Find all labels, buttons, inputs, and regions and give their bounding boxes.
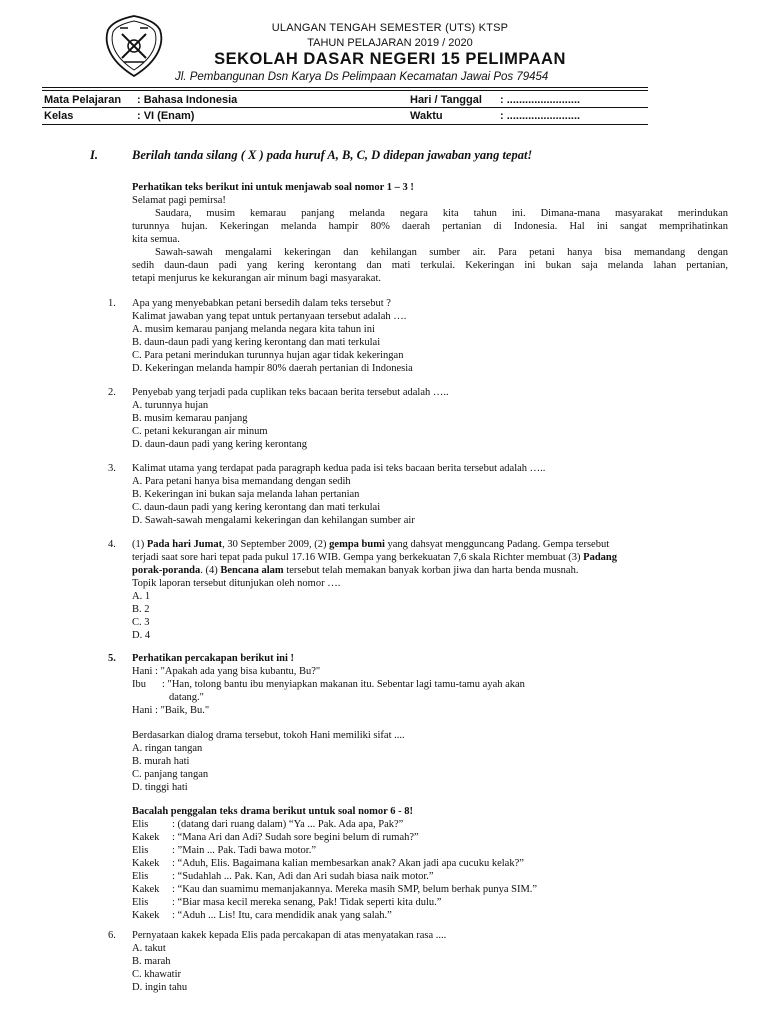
option-d[interactable]: D. Sawah-sawah mengalami kekeringan dan kehilangan sumber air — [132, 515, 415, 526]
question-text: (1) Pada hari Jumat, 30 September 2009, (2) gempa bumi yang dahsyat mengguncang Padang. Gempa tersebut — [132, 539, 610, 550]
time-label: Waktu — [410, 110, 443, 122]
question-number: 3. — [108, 463, 116, 474]
option-d[interactable]: D. ingin tahu — [132, 982, 188, 993]
option-b[interactable]: B. musim kemarau panjang — [132, 413, 248, 424]
day-value: : ........................ — [500, 94, 581, 106]
question-text: Berdasarkan dialog drama tersebut, tokoh Hani memiliki sifat .... — [132, 730, 405, 741]
drama-line: : “Kau dan suamimu memanjakannya. Mereka masih SMP, belum berhak punya SIM.” — [172, 884, 538, 895]
section-instruction: Berilah tanda silang ( X ) pada huruf A, B, C, D didepan jawaban yang tepat! — [132, 148, 533, 162]
option-d[interactable]: D. tinggi hati — [132, 782, 188, 793]
option-a[interactable]: A. turunnya hujan — [132, 400, 209, 411]
reading-intro: Perhatikan teks berikut ini untuk menjawab soal nomor 1 – 3 ! — [132, 182, 414, 193]
class-value: : VI (Enam) — [137, 110, 195, 122]
dialog-line: : "Han, tolong bantu ibu menyiapkan makanan itu. Sebentar lagi tamu-tamu ayah akan — [162, 679, 525, 690]
day-label: Hari / Tanggal — [410, 94, 482, 106]
option-b[interactable]: B. marah — [132, 956, 171, 967]
dialog-speaker: Ibu — [132, 679, 146, 690]
option-d[interactable]: D. 4 — [132, 630, 151, 641]
reading-line: sedih daun-daun padi yang kering kerontang dan mati terkulai. Kekeringan ini bukan saja melanda lahan pertanian, — [132, 260, 728, 271]
option-c[interactable]: C. panjang tangan — [132, 769, 209, 780]
meta-divider-bottom — [42, 124, 648, 125]
option-a[interactable]: A. Para petani hanya bisa memandang dengan sedih — [132, 476, 351, 487]
drama-speaker: Kakek — [132, 832, 160, 843]
subject-value: : Bahasa Indonesia — [137, 94, 238, 106]
drama-line: : “Aduh ... Lis! Itu, cara mendidik anak yang salah.” — [172, 910, 392, 921]
question-number: 5. — [108, 653, 116, 664]
dialog-line: Hani : "Apakah ada yang bisa kubantu, Bu?" — [132, 666, 321, 677]
option-c[interactable]: C. daun-daun padi yang kering kerontang dan mati terkulai — [132, 502, 381, 513]
option-a[interactable]: A. 1 — [132, 591, 151, 602]
question-text: Apa yang menyebabkan petani bersedih dalam teks tersebut ? — [132, 298, 391, 309]
drama-line: : “Aduh, Elis. Bagaimana kalian membesarkan anak? Akan jadi apa cucuku kelak?” — [172, 858, 524, 869]
option-b[interactable]: B. daun-daun padi yang kering kerontang dan mati terkulai — [132, 337, 381, 348]
time-value: : ........................ — [500, 110, 581, 122]
question-text: Kalimat utama yang terdapat pada paragraph kedua pada isi teks bacaan berita tersebut adalah ….. — [132, 463, 546, 474]
option-a[interactable]: A. takut — [132, 943, 166, 954]
question-text: Penyebab yang terjadi pada cuplikan teks bacaan berita tersebut adalah ….. — [132, 387, 449, 398]
question-intro: Perhatikan percakapan berikut ini ! — [132, 653, 294, 664]
drama-line: : (datang dari ruang dalam) “Ya ... Pak. Ada apa, Pak?” — [172, 819, 404, 830]
option-b[interactable]: B. murah hati — [132, 756, 190, 767]
question-text: Kalimat jawaban yang tepat untuk pertanyaan tersebut adalah …. — [132, 311, 407, 322]
class-label: Kelas — [44, 110, 74, 122]
exam-title: ULANGAN TENGAH SEMESTER (UTS) KTSP — [271, 22, 509, 34]
reading-line: Sawah-sawah mengalami kekeringan dan kehilangan sumber air. Para petani hanya bisa memandang dengan — [155, 247, 728, 258]
drama-line: : ”Main ... Pak. Tadi bawa motor.” — [172, 845, 317, 856]
option-d[interactable]: D. daun-daun padi yang kering kerontang — [132, 439, 307, 450]
dialog-line: datang." — [169, 692, 204, 703]
question-number: 4. — [108, 539, 116, 550]
header-divider — [42, 87, 648, 88]
reading-line: tetapi menjurus ke kekurangan air minum bagi masyarakat. — [132, 273, 382, 284]
drama-line: : “Biar masa kecil mereka senang, Pak! Tidak seperti kita dulu.” — [172, 897, 442, 908]
drama-speaker: Kakek — [132, 910, 160, 921]
section-number: I. — [90, 148, 98, 162]
question-number: 6. — [108, 930, 116, 941]
question-number: 2. — [108, 387, 116, 398]
dialog-line: Hani : "Baik, Bu." — [132, 705, 210, 716]
drama-line: : “Mana Ari dan Adi? Sudah sore begini belum di rumah?” — [172, 832, 419, 843]
reading-line: Saudara, musim kemarau panjang melanda negara kita tahun ini. Dimana-mana masyarakat merindukan — [155, 208, 728, 219]
reading-line: kita semua. — [132, 234, 180, 245]
option-c[interactable]: C. Para petani merindukan turunnya hujan agar tidak kekeringan — [132, 350, 404, 361]
header-divider-thin — [42, 90, 648, 91]
drama-speaker: Kakek — [132, 858, 160, 869]
drama-intro: Bacalah penggalan teks drama berikut untuk soal nomor 6 - 8! — [132, 806, 414, 817]
school-name: SEKOLAH DASAR NEGERI 15 PELIMPAAN — [214, 50, 566, 68]
option-b[interactable]: B. 2 — [132, 604, 150, 615]
drama-speaker: Elis — [132, 845, 149, 856]
question-text: porak-poranda. (4) Bencana alam tersebut telah memakan banyak korban jiwa dan harta benda musnah. — [132, 565, 579, 576]
subject-label: Mata Pelajaran — [44, 94, 122, 106]
option-d[interactable]: D. Kekeringan melanda hampir 80% daerah pertanian di Indonesia — [132, 363, 413, 374]
drama-line: : “Sudahlah ... Pak. Kan, Adi dan Ari sudah biasa naik motor.” — [172, 871, 434, 882]
drama-speaker: Elis — [132, 819, 149, 830]
reading-greeting: Selamat pagi pemirsa! — [132, 195, 226, 206]
question-text: Topik laporan tersebut ditunjukan oleh nomor …. — [132, 578, 341, 589]
reading-line: turunnya hujan. Kekeringan melanda hampir 80% daerah pertanian di Indonesia. Hal ini sangat memprihatinkan — [132, 221, 728, 232]
option-c[interactable]: C. 3 — [132, 617, 150, 628]
option-b[interactable]: B. Kekeringan ini bukan saja melanda lahan pertanian — [132, 489, 360, 500]
school-year: TAHUN PELAJARAN 2019 / 2020 — [307, 37, 473, 49]
option-a[interactable]: A. musim kemarau panjang melanda negara kita tahun ini — [132, 324, 375, 335]
drama-speaker: Elis — [132, 871, 149, 882]
meta-divider — [42, 107, 648, 108]
drama-speaker: Elis — [132, 897, 149, 908]
option-a[interactable]: A. ringan tangan — [132, 743, 203, 754]
option-c[interactable]: C. petani kekurangan air minum — [132, 426, 268, 437]
drama-speaker: Kakek — [132, 884, 160, 895]
school-address: Jl. Pembangunan Dsn Karya Ds Pelimpaan Kecamatan Jawai Pos 79454 — [175, 71, 549, 83]
question-text: terjadi saat sore hari tepat pada pukul 17.16 WIB. Gempa yang berkekuatan 7,6 skala Richter membuat (3) Padang — [132, 552, 618, 563]
question-text: Pernyataan kakek kepada Elis pada percakapan di atas menyatakan rasa .... — [132, 930, 447, 941]
option-c[interactable]: C. khawatir — [132, 969, 181, 980]
question-number: 1. — [108, 298, 116, 309]
